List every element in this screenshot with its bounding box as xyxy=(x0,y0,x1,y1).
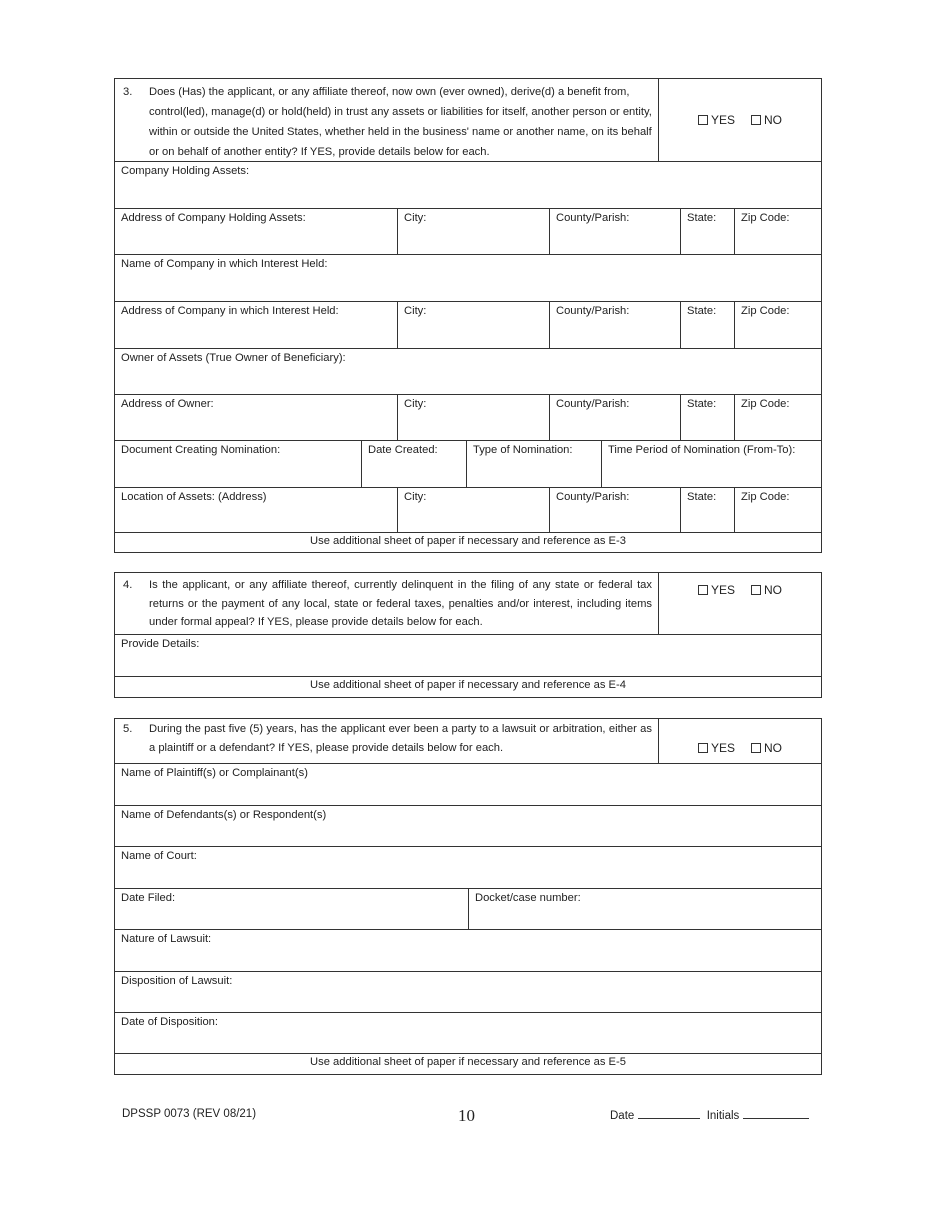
type-nomination-label: Type of Nomination: xyxy=(473,444,573,456)
location-assets-row xyxy=(115,488,821,533)
location-assets-field[interactable] xyxy=(115,488,398,532)
company-holding-assets-label: Company Holding Assets: xyxy=(121,165,250,177)
nomination-row xyxy=(115,441,821,488)
provide-details-row xyxy=(115,635,821,677)
question-4-text-cell xyxy=(115,573,659,634)
owner-of-assets-label: Owner of Assets (True Owner of Beneficiary): xyxy=(121,352,346,364)
q4-no-option[interactable] xyxy=(751,583,782,597)
date-disposition-field[interactable] xyxy=(115,1013,821,1053)
nature-row xyxy=(115,930,821,972)
q3-no-option[interactable] xyxy=(751,113,782,127)
state-label: State: xyxy=(687,305,717,317)
time-period-label: Time Period of Nomination (From-To): xyxy=(608,444,796,456)
address-owner-label: Address of Owner: xyxy=(121,398,214,410)
date-disposition-row xyxy=(115,1013,821,1054)
city-label: City: xyxy=(404,398,427,410)
location-assets-label: Location of Assets: (Address) xyxy=(121,491,267,503)
address-owner-row xyxy=(115,395,821,441)
page-number: 10 xyxy=(458,1106,475,1125)
county-field[interactable] xyxy=(550,302,681,348)
state-label: State: xyxy=(687,398,717,410)
form-id: DPSSP 0073 (REV 08/21) xyxy=(122,1108,257,1120)
address-company-holding-label: Address of Company Holding Assets: xyxy=(121,212,306,224)
state-label: State: xyxy=(687,212,717,224)
question-4-text: Is the applicant, or any affiliate thereof, currently delinquent in the filing of any state or federal tax returns or the payment of any local, state or federal taxes, penalties and/or interest, including items under formal appeal? If YES, please provide details below for each. xyxy=(149,579,652,628)
q5-no-label: NO xyxy=(764,741,782,755)
city-field[interactable] xyxy=(398,395,550,440)
city-field[interactable] xyxy=(398,488,550,532)
date-signoff xyxy=(610,1108,809,1122)
defendants-label: Name of Defendants(s) or Respondent(s) xyxy=(121,809,327,821)
state-field[interactable] xyxy=(681,302,735,348)
q4-no-label: NO xyxy=(764,583,782,597)
court-row xyxy=(115,847,821,889)
type-nomination-field[interactable] xyxy=(467,441,602,487)
owner-of-assets-row xyxy=(115,349,821,395)
initials-blank[interactable] xyxy=(743,1108,809,1119)
q3-yes-option[interactable] xyxy=(698,113,735,127)
provide-details-field[interactable] xyxy=(115,635,821,676)
question-3-section xyxy=(114,78,822,553)
date-created-field[interactable] xyxy=(362,441,467,487)
address-company-interest-row xyxy=(115,302,821,349)
question-5-yes-no xyxy=(659,719,821,763)
question-4-row xyxy=(115,573,821,635)
document-creating-label: Document Creating Nomination: xyxy=(121,444,281,456)
state-field[interactable] xyxy=(681,488,735,532)
county-label: County/Parish: xyxy=(556,305,630,317)
city-label: City: xyxy=(404,305,427,317)
zip-label: Zip Code: xyxy=(741,212,790,224)
q3-no-label: NO xyxy=(764,113,782,127)
q3-yes-label: YES xyxy=(710,113,735,127)
plaintiffs-label: Name of Plaintiff(s) or Complainant(s) xyxy=(121,767,308,779)
q4-yes-option[interactable] xyxy=(698,583,735,597)
date-filed-field[interactable] xyxy=(115,889,469,929)
county-label: County/Parish: xyxy=(556,398,630,410)
name-company-interest-row xyxy=(115,255,821,302)
plaintiffs-row xyxy=(115,764,821,806)
zip-label: Zip Code: xyxy=(741,398,790,410)
q4-yes-label: YES xyxy=(710,583,735,597)
date-disposition-label: Date of Disposition: xyxy=(121,1016,219,1028)
nature-field[interactable] xyxy=(115,930,821,971)
county-field[interactable] xyxy=(550,395,681,440)
zip-field[interactable] xyxy=(735,395,821,440)
q3-yes-checkbox[interactable] xyxy=(698,115,708,125)
zip-field[interactable] xyxy=(735,488,821,532)
question-3-number: 3. xyxy=(123,86,133,98)
question-5-text-cell xyxy=(115,719,659,763)
q5-no-option[interactable] xyxy=(751,741,782,755)
zip-field[interactable] xyxy=(735,209,821,254)
document-creating-field[interactable] xyxy=(115,441,362,487)
name-company-interest-label: Name of Company in which Interest Held: xyxy=(121,258,328,270)
court-label: Name of Court: xyxy=(121,850,197,862)
owner-of-assets-field[interactable] xyxy=(115,349,821,394)
q4-yes-checkbox[interactable] xyxy=(698,585,708,595)
company-holding-assets-row xyxy=(115,162,821,209)
question-4-yes-no xyxy=(659,573,821,634)
question-5-text: During the past five (5) years, has the applicant ever been a party to a lawsuit or arbitration, either as a plaintiff or a defendant? If YES, please provide details below for each. xyxy=(149,723,652,754)
city-label: City: xyxy=(404,212,427,224)
defendants-row xyxy=(115,806,821,847)
court-field[interactable] xyxy=(115,847,821,888)
disposition-row xyxy=(115,972,821,1013)
city-field[interactable] xyxy=(398,209,550,254)
q5-no-checkbox[interactable] xyxy=(751,743,761,753)
nature-label: Nature of Lawsuit: xyxy=(121,933,212,945)
date-blank[interactable] xyxy=(638,1108,700,1119)
city-label: City: xyxy=(404,491,427,503)
county-field[interactable] xyxy=(550,209,681,254)
q3-no-checkbox[interactable] xyxy=(751,115,761,125)
address-company-holding-field[interactable] xyxy=(115,209,398,254)
zip-label: Zip Code: xyxy=(741,305,790,317)
company-holding-assets-field[interactable] xyxy=(115,162,821,208)
defendants-field[interactable] xyxy=(115,806,821,846)
county-field[interactable] xyxy=(550,488,681,532)
state-field[interactable] xyxy=(681,209,735,254)
date-created-label: Date Created: xyxy=(368,444,438,456)
county-label: County/Parish: xyxy=(556,212,630,224)
county-label: County/Parish: xyxy=(556,491,630,503)
q3-footer-row xyxy=(115,533,821,552)
address-owner-field[interactable] xyxy=(115,395,398,440)
question-3-text: Does (Has) the applicant, or any affiliate thereof, now own (ever owned), derive(d) a benefit from, control(led), manage(d) or hold(held) in trust any assets or liabilities for itself, another person or entity, within or outside the United States, whether held in the business' name or another name, on its behalf or on behalf of another entity? If YES, provide details below for each. xyxy=(149,86,652,158)
time-period-field[interactable] xyxy=(602,441,821,487)
date-label: Date xyxy=(610,1110,635,1122)
q4-footer-note: Use additional sheet of paper if necessary and reference as E-4 xyxy=(310,679,626,691)
zip-label: Zip Code: xyxy=(741,491,790,503)
q3-footer-note: Use additional sheet of paper if necessary and reference as E-3 xyxy=(310,535,626,547)
disposition-field[interactable] xyxy=(115,972,821,1012)
date-filed-row xyxy=(115,889,821,930)
question-5-section xyxy=(114,718,822,1075)
state-label: State: xyxy=(687,491,717,503)
state-field[interactable] xyxy=(681,395,735,440)
disposition-label: Disposition of Lawsuit: xyxy=(121,975,233,987)
zip-field[interactable] xyxy=(735,302,821,348)
question-5-number: 5. xyxy=(123,723,133,735)
address-company-interest-field[interactable] xyxy=(115,302,398,348)
plaintiffs-field[interactable] xyxy=(115,764,821,805)
question-3-yes-no xyxy=(659,79,821,161)
provide-details-label: Provide Details: xyxy=(121,638,200,650)
q5-footer-row xyxy=(115,1054,821,1074)
question-3-text-cell xyxy=(115,79,659,161)
q4-no-checkbox[interactable] xyxy=(751,585,761,595)
question-3-row xyxy=(115,79,821,162)
question-4-section xyxy=(114,572,822,698)
date-filed-label: Date Filed: xyxy=(121,892,176,904)
address-company-interest-label: Address of Company in which Interest Held: xyxy=(121,305,339,317)
city-field[interactable] xyxy=(398,302,550,348)
q5-yes-label: YES xyxy=(710,741,735,755)
q5-yes-checkbox[interactable] xyxy=(698,743,708,753)
question-5-row xyxy=(115,719,821,764)
q5-yes-option[interactable] xyxy=(698,741,735,755)
question-4-number: 4. xyxy=(123,579,133,591)
name-company-interest-field[interactable] xyxy=(115,255,821,301)
docket-field[interactable] xyxy=(469,889,821,929)
address-company-holding-row xyxy=(115,209,821,255)
initials-label: Initials xyxy=(706,1110,740,1122)
docket-label: Docket/case number: xyxy=(475,892,581,904)
q4-footer-row xyxy=(115,677,821,697)
q5-footer-note: Use additional sheet of paper if necessary and reference as E-5 xyxy=(310,1056,626,1068)
